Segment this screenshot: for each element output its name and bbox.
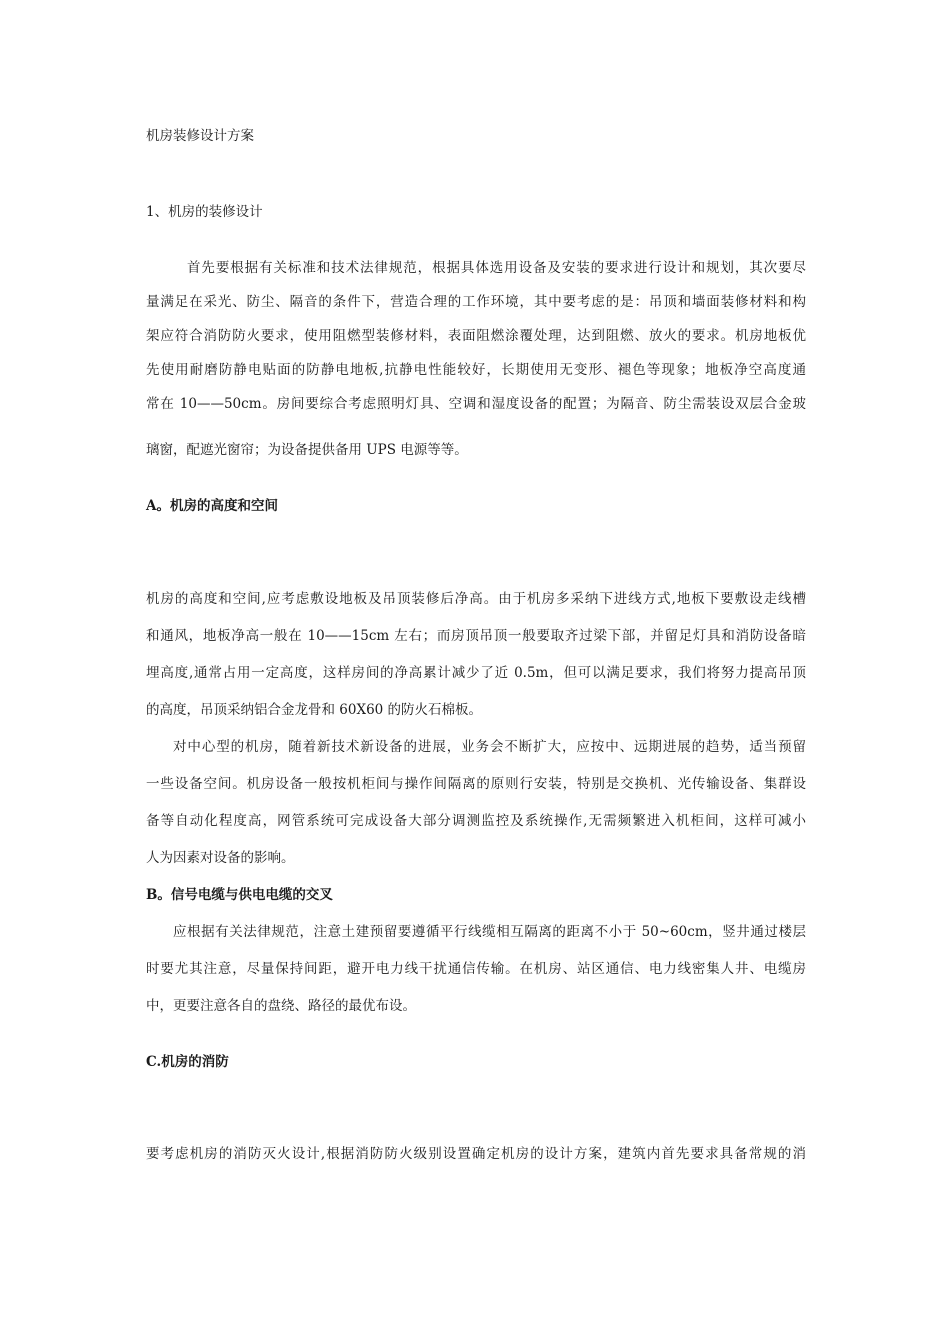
paragraph-line: 机房的高度和空间,应考虑敷设地板及吊顶装修后净高。由于机房多采纳下进线方式,地板下要敷设走线槽: [146, 591, 806, 607]
paragraph-line: 量满足在采光、防尘、隔音的条件下，营造合理的工作环境，其中要考虑的是：吊顶和墙面装修材料和构: [146, 294, 806, 310]
paragraph-line: 时要尤其注意，尽量保持间距，避开电力线干扰通信传输。在机房、站区通信、电力线密集人井、电缆房: [146, 961, 806, 977]
paragraph-line: 常在 10——50cm。房间要综合考虑照明灯具、空调和湿度设备的配置；为隔音、防尘需装设双层合金玻: [146, 396, 806, 412]
paragraph-line: 的高度，吊顶采纳铝合金龙骨和 60X60 的防火石棉板。: [146, 702, 483, 718]
paragraph-line: 架应符合消防防火要求，使用阻燃型装修材料，表面阻燃涂覆处理，达到阻燃、放火的要求。机房地板优: [146, 328, 806, 344]
section-1-heading: 1、机房的装修设计: [146, 204, 263, 220]
paragraph-line: 对中心型的机房，随着新技术新设备的进展，业务会不断扩大，应按中、远期进展的趋势，适当预留: [173, 739, 806, 755]
paragraph-line: 备等自动化程度高，网管系统可完成设备大部分调测监控及系统操作,无需频繁进入机柜间，这样可减小: [146, 813, 806, 829]
paragraph-line: 和通风，地板净高一般在 10——15cm 左右；而房顶吊顶一般要取齐过梁下部，并留足灯具和消防设备暗: [146, 628, 806, 644]
paragraph-line: 应根据有关法律规范，注意土建预留要遵循平行线缆相互隔离的距离不小于 50~60cm，竖井通过楼层: [173, 924, 806, 940]
paragraph-line: 人为因素对设备的影响。: [146, 850, 295, 866]
paragraph-line: 首先要根据有关标准和技术法律规范，根据具体选用设备及安装的要求进行设计和规划，其次要尽: [187, 260, 806, 276]
section-b-heading: B。信号电缆与供电电缆的交叉: [146, 887, 333, 903]
paragraph-line: 要考虑机房的消防灭火设计,根据消防防火级别设置确定机房的设计方案，建筑内首先要求具备常规的消: [146, 1146, 806, 1162]
document-title: 机房装修设计方案: [146, 128, 254, 144]
paragraph-line: 璃窗，配遮光窗帘；为设备提供备用 UPS 电源等等。: [146, 442, 468, 458]
section-c-heading: C.机房的消防: [146, 1054, 229, 1070]
paragraph-line: 埋高度,通常占用一定高度，这样房间的净高累计减少了近 0.5m，但可以满足要求，我们将努力提高吊顶: [146, 665, 806, 681]
paragraph-line: 先使用耐磨防静电贴面的防静电地板,抗静电性能较好，长期使用无变形、褪色等现象；地板净空高度通: [146, 362, 806, 378]
section-a-heading: A。机房的高度和空间: [146, 498, 278, 514]
paragraph-line: 一些设备空间。机房设备一般按机柜间与操作间隔离的原则行安装，特别是交换机、光传输设备、集群设: [146, 776, 806, 792]
paragraph-line: 中，更要注意各自的盘绕、路径的最优布设。: [146, 998, 416, 1014]
